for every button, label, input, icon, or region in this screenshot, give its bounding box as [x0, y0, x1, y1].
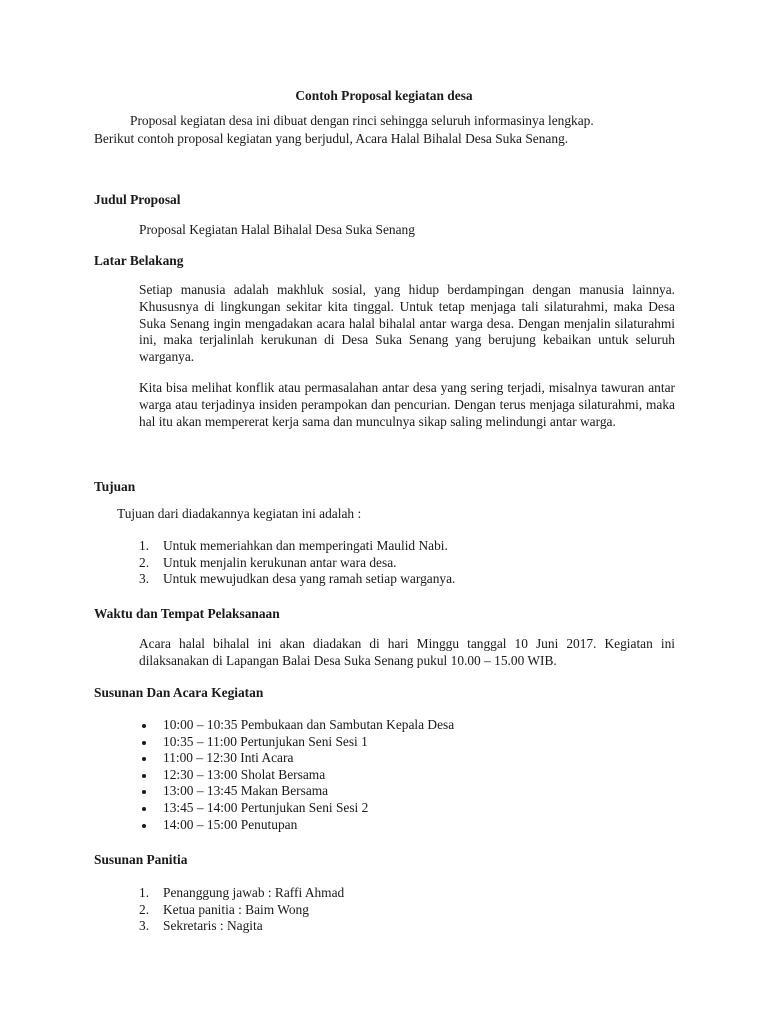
list-text: 14:00 – 15:00 Penutupan	[163, 816, 298, 832]
list-item	[139, 734, 454, 751]
latar-paragraph-2: Kita bisa melihat konflik atau permasalahan antar desa yang sering terjadi, misalnya tawuran antar warga atau terjadinya insiden perampokan dan pencurian. Dengan terus menjaga silaturahmi, maka hal itu akan mempererat kerja sama dan munculnya sikap saling melindungi antar warga.	[139, 380, 675, 429]
bullet-icon	[142, 724, 146, 728]
intro-line-2: Berikut contoh proposal kegiatan yang berjudul, Acara Halal Bihalal Desa Suka Senang.	[94, 131, 569, 146]
tujuan-list	[139, 538, 455, 588]
panitia-list	[139, 885, 344, 935]
list-item	[139, 783, 454, 800]
bullet-icon	[142, 774, 146, 778]
bullet-icon	[142, 741, 146, 745]
list-item	[139, 918, 344, 935]
list-item	[139, 817, 454, 834]
list-item	[139, 571, 455, 588]
judul-text: Proposal Kegiatan Halal Bihalal Desa Suka Senang	[139, 222, 415, 237]
list-item	[139, 538, 455, 555]
panitia-heading: Susunan Panitia	[94, 852, 188, 867]
latar-heading: Latar Belakang	[94, 253, 184, 268]
document-title: Contoh Proposal kegiatan desa	[295, 88, 473, 103]
waktu-heading: Waktu dan Tempat Pelaksanaan	[94, 606, 280, 621]
list-number: 1.	[139, 885, 150, 900]
list-number: 2.	[139, 901, 150, 917]
list-item	[139, 885, 344, 902]
list-text: 12:30 – 13:00 Sholat Bersama	[163, 766, 326, 782]
list-number: 1.	[139, 538, 150, 553]
list-text: Sekretaris : Nagita	[163, 918, 263, 934]
waktu-text: Acara halal bihalal ini akan diadakan di hari Minggu tanggal 10 Juni 2017. Kegiatan ini dilaksanakan di Lapangan Balai Desa Suka Senang pukul 10.00 – 15.00 WIB.	[139, 636, 675, 668]
list-number: 3.	[139, 571, 150, 587]
list-text: 13:00 – 13:45 Makan Bersama	[163, 783, 329, 799]
list-item	[139, 750, 454, 767]
list-item	[139, 717, 454, 734]
list-text: Untuk menjalin kerukunan antar wara desa.	[163, 554, 397, 570]
list-item	[139, 555, 455, 572]
list-text: 13:45 – 14:00 Pertunjukan Seni Sesi 2	[163, 799, 369, 815]
bullet-icon	[142, 790, 146, 794]
latar-paragraph-1: Setiap manusia adalah makhluk sosial, yang hidup berdampingan dengan manusia lainnya. Khususnya di lingkungan sekitar kita tinggal. Untuk tetap menjaga tali silaturahmi, maka Desa Suka Senang ingin mengadakan acara halal bihalal antar warga desa. Dengan menjalin silaturahmi ini, maka terjalinlah kerukunan di Desa Suka Senang yang berujung kebaikan untuk seluruh warganya.	[139, 282, 675, 365]
list-item	[139, 800, 454, 817]
list-text: Ketua panitia : Baim Wong	[163, 901, 309, 917]
judul-heading: Judul Proposal	[94, 192, 181, 207]
list-number: 2.	[139, 554, 150, 570]
list-text: Penanggung jawab : Raffi Ahmad	[163, 885, 345, 900]
list-text: 11:00 – 12:30 Inti Acara	[163, 750, 294, 766]
list-number: 3.	[139, 918, 150, 934]
bullet-icon	[142, 824, 146, 828]
intro-line-1: Proposal kegiatan desa ini dibuat dengan rinci sehingga seluruh informasinya lengkap.	[130, 113, 594, 128]
list-item	[139, 767, 454, 784]
list-item	[139, 902, 344, 919]
list-text: 10:00 – 10:35 Pembukaan dan Sambutan Kepala Desa	[163, 717, 455, 732]
tujuan-heading: Tujuan	[94, 479, 136, 494]
tujuan-lead: Tujuan dari diadakannya kegiatan ini adalah :	[117, 506, 362, 521]
susunan-acara-list	[139, 717, 454, 833]
bullet-icon	[142, 757, 146, 761]
list-text: Untuk memeriahkan dan memperingati Maulid Nabi.	[163, 538, 448, 553]
list-text: Untuk mewujudkan desa yang ramah setiap warganya.	[163, 571, 456, 587]
bullet-icon	[142, 807, 146, 811]
susunan-acara-heading: Susunan Dan Acara Kegiatan	[94, 685, 264, 700]
list-text: 10:35 – 11:00 Pertunjukan Seni Sesi 1	[163, 733, 368, 749]
